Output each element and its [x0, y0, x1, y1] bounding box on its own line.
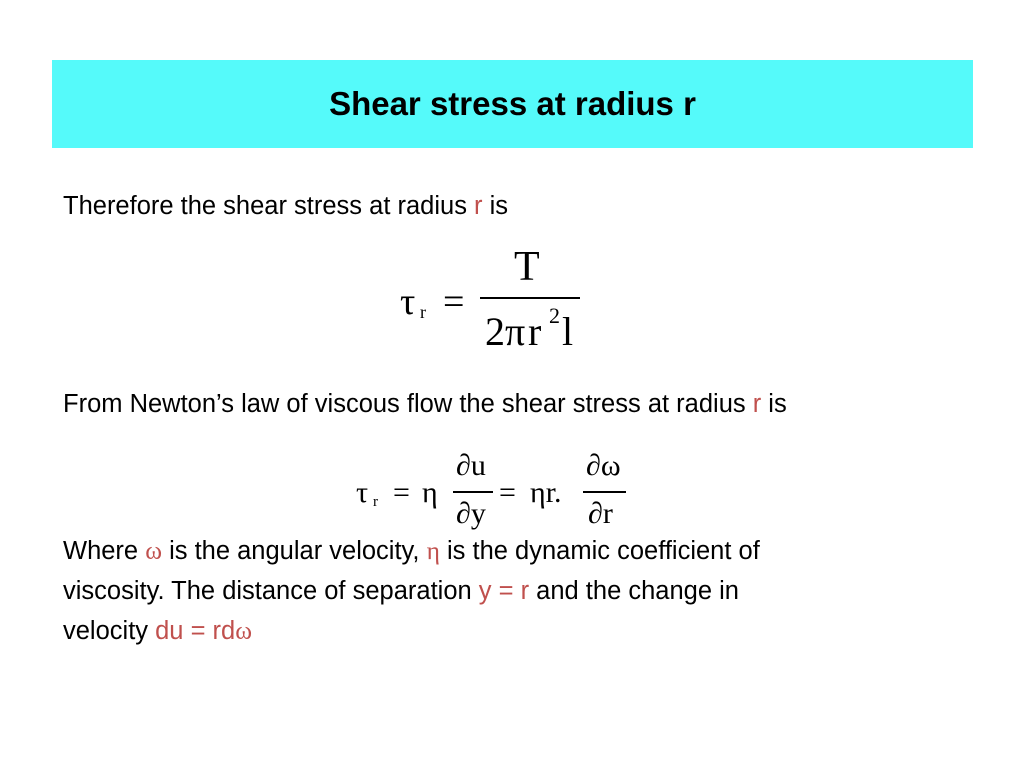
- para3-line-3: [63, 611, 252, 651]
- eq2-num-2: ∂ω: [586, 449, 621, 482]
- eq2-equals-1: =: [393, 476, 410, 509]
- eq1-den-r: r: [528, 309, 542, 354]
- para3-line-2: [63, 571, 739, 611]
- omega-symbol: ω: [145, 536, 162, 565]
- para3-l1-a: Where: [63, 537, 146, 565]
- eq1-den-2: 2: [485, 309, 505, 354]
- line2-var: r: [752, 390, 762, 418]
- eq2-den-1: ∂y: [456, 497, 486, 530]
- line1-text: Therefore the shear stress at radius: [63, 192, 475, 220]
- eq1-numerator: T: [514, 244, 540, 290]
- para3-l1-b: is the angular velocity,: [162, 537, 427, 565]
- slide-title: Shear stress at radius r: [329, 85, 696, 122]
- eq1-den-pi: π: [505, 309, 526, 354]
- line1-end: is: [482, 192, 509, 220]
- line2-text: From Newton’s law of viscous flow the shear stress at radius: [63, 390, 753, 418]
- para3-line-1: [63, 531, 760, 571]
- eq2-fraction-bar-1: [453, 491, 493, 493]
- line2-end: is: [761, 390, 787, 418]
- eq1-fraction-bar: [480, 297, 580, 299]
- eq1-tau: τ: [400, 281, 416, 323]
- eq2-sub: r: [373, 494, 378, 510]
- para3-l2-red: y = r: [478, 577, 530, 605]
- para3-l3-a: velocity: [63, 617, 156, 645]
- eq2-eta-r: ηr.: [530, 476, 562, 509]
- eq2-den-2: ∂r: [588, 497, 613, 530]
- title-bar: [52, 60, 973, 148]
- eq2-tau: τ: [356, 476, 369, 509]
- text-line-2: [63, 384, 787, 424]
- para3-l2-b: and the change in: [529, 577, 739, 605]
- para3-l3-red: du = rd: [155, 617, 236, 645]
- eta-symbol: η: [426, 536, 440, 565]
- eq1-equals: =: [443, 281, 465, 323]
- para3-l1-c: is the dynamic coefficient of: [439, 537, 760, 565]
- eq2-eta: η: [422, 476, 438, 509]
- para3-l2-a: viscosity. The distance of separation: [63, 577, 479, 605]
- eq1-den-l: l: [562, 309, 574, 354]
- eq1-sub: r: [420, 302, 426, 322]
- eq2-fraction-bar-2: [583, 491, 626, 493]
- text-line-1: [63, 186, 508, 226]
- eq1-den-exp: 2: [549, 303, 560, 328]
- eq2-equals-2: =: [499, 476, 516, 509]
- line1-var: r: [474, 192, 483, 220]
- para3-l3-omega: ω: [235, 616, 253, 645]
- eq2-num-1: ∂u: [456, 449, 486, 482]
